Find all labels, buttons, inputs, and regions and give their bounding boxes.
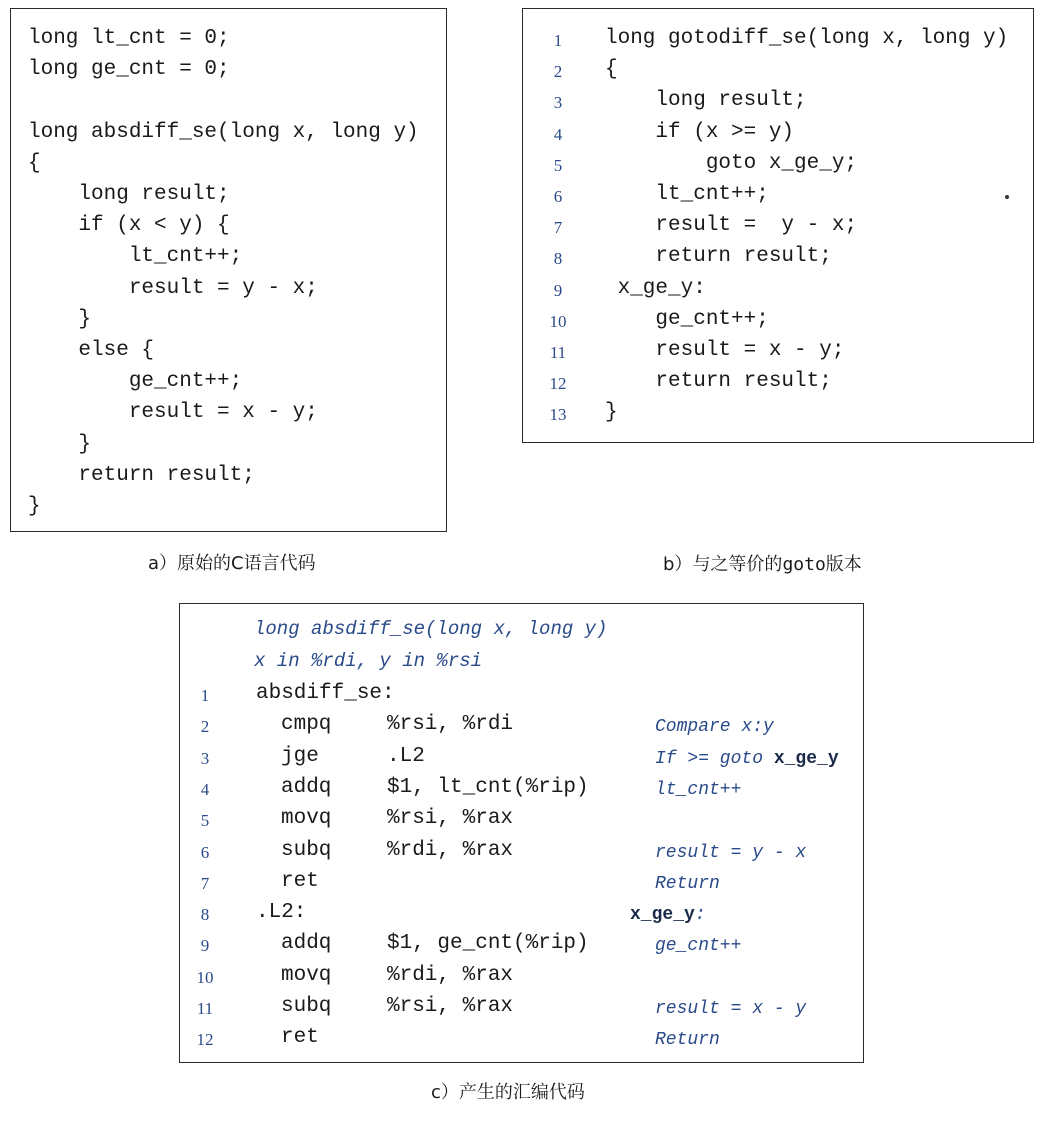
goto-code-line: lt_cnt++; (605, 183, 769, 206)
stray-dot (1005, 195, 1009, 199)
line-number: 13 (549, 405, 567, 425)
asm-mnemonic: movq (281, 963, 332, 987)
asm-operands: $1, ge_cnt(%rip) (387, 932, 589, 956)
line-number: 12 (549, 374, 567, 394)
line-number: 3 (553, 93, 563, 113)
goto-code-line: { (605, 58, 618, 82)
line-number: 1 (200, 686, 210, 705)
line-number: 8 (200, 905, 210, 925)
asm-mnemonic: subq (281, 995, 332, 1018)
asm-mnemonic: subq (281, 838, 332, 862)
goto-code-line: result = x - y; (605, 339, 845, 362)
goto-code-line: ge_cnt++; (605, 307, 769, 331)
line-number: 8 (553, 249, 563, 269)
asm-comment-text: Return (655, 873, 720, 894)
goto-code-line: } (605, 401, 618, 425)
line-number: 5 (553, 155, 563, 175)
asm-comment-text: lt_cnt++ (655, 779, 742, 800)
line-number: 10 (196, 967, 214, 987)
asm-operands: %rsi, %rdi (387, 713, 514, 737)
c-code-line: { (28, 151, 41, 175)
line-number: 3 (200, 748, 210, 768)
line-number: 2 (200, 717, 210, 737)
asm-comment-tail: : (694, 905, 706, 926)
goto-code-line: long gotodiff_se(long x, long y) (605, 27, 1009, 50)
line-number: 9 (553, 280, 563, 300)
line-number: 11 (196, 999, 214, 1018)
caption-b-prefix: b） (663, 554, 693, 575)
asm-mnemonic: addq (281, 932, 332, 956)
asm-label: absdiff_se: (256, 682, 395, 705)
goto-code-line: goto x_ge_y; (605, 151, 858, 175)
asm-comment (655, 1025, 720, 1056)
c-code-line: result = y - x; (28, 276, 318, 300)
c-code-line: long lt_cnt = 0; (28, 27, 230, 50)
c-code-line: result = x - y; (28, 401, 318, 425)
asm-comment (655, 838, 806, 869)
asm-comment-text: Compare x:y (655, 717, 774, 738)
asm-comment-label: x_ge_y (630, 905, 695, 926)
line-number: 6 (553, 187, 563, 206)
asm-comment (630, 900, 706, 931)
line-number: 12 (196, 1030, 214, 1050)
caption-c (431, 1078, 585, 1104)
caption-b-mono: goto (782, 554, 826, 575)
asm-comment-label: x_ge_y (773, 748, 839, 769)
asm-comment (655, 931, 741, 962)
c-code-line: long result; (28, 183, 230, 206)
panel-a-box (10, 8, 447, 532)
asm-header-signature: long absdiff_se(long x, long y) (254, 618, 608, 640)
caption-a (148, 549, 316, 575)
panel-c-box (179, 603, 864, 1063)
c-code-line: else { (28, 339, 155, 362)
goto-code-line: if (x >= y) (605, 120, 795, 144)
asm-comment (655, 712, 774, 743)
c-code-line: return result; (28, 463, 255, 487)
line-number: 1 (553, 31, 563, 50)
asm-comment-text: Return (655, 1030, 720, 1051)
line-number: 11 (549, 343, 567, 362)
asm-operands: %rdi, %rax (387, 838, 514, 862)
line-number: 5 (200, 811, 210, 831)
line-number: 4 (553, 124, 563, 144)
line-number: 2 (553, 62, 563, 82)
goto-code-line: return result; (605, 245, 832, 269)
line-number: 6 (200, 842, 210, 862)
asm-operands: %rdi, %rax (387, 963, 514, 987)
line-number: 7 (200, 873, 210, 893)
c-code-line: } (28, 432, 92, 456)
asm-comment-text: result = y - x (655, 842, 807, 863)
asm-mnemonic: jge (281, 744, 319, 768)
caption-b (663, 550, 862, 576)
asm-header-registers: x in %rdi, y in %rsi (254, 650, 483, 672)
asm-label: .L2: (256, 901, 307, 925)
caption-b-text: 与之等价的 (692, 554, 783, 575)
asm-operands: %rsi, %rax (387, 807, 514, 831)
asm-operands: %rsi, %rax (387, 995, 514, 1018)
c-code-line: if (x < y) { (28, 214, 230, 238)
line-number: 10 (549, 311, 567, 331)
c-code-line: ge_cnt++; (28, 370, 243, 394)
line-number: 4 (200, 779, 210, 799)
c-code-line: long ge_cnt = 0; (28, 58, 230, 82)
caption-b-suffix: 版本 (825, 554, 862, 575)
goto-code-line: long result; (605, 89, 807, 113)
asm-comment-text: ge_cnt++ (655, 936, 742, 957)
asm-comment (655, 869, 720, 900)
asm-operands: .L2 (387, 744, 425, 768)
asm-mnemonic: addq (281, 775, 332, 799)
goto-code-line: result = y - x; (605, 214, 858, 238)
asm-mnemonic: ret (281, 1026, 319, 1050)
c-code-line: } (28, 307, 92, 331)
line-number: 9 (200, 936, 210, 956)
asm-mnemonic: cmpq (281, 713, 332, 737)
asm-comment-text: result = x - y (655, 999, 807, 1019)
asm-mnemonic: movq (281, 807, 332, 831)
c-code-line: long absdiff_se(long x, long y) (28, 120, 419, 144)
asm-mnemonic: ret (281, 869, 319, 893)
caption-c-text: 产生的汇编代码 (458, 1082, 585, 1103)
goto-code-line: x_ge_y: (605, 276, 706, 300)
caption-c-prefix: c） (431, 1082, 459, 1103)
caption-a-text: 原始的C语言代码 (177, 553, 316, 574)
asm-comment (655, 994, 806, 1025)
asm-comment (655, 775, 741, 806)
line-number: 7 (553, 218, 563, 238)
asm-comment-text: If >= goto (655, 748, 774, 769)
goto-code-line: return result; (605, 370, 832, 394)
c-code-line: } (28, 495, 41, 518)
asm-operands: $1, lt_cnt(%rip) (387, 775, 589, 799)
panel-b-box (522, 8, 1034, 443)
caption-a-prefix: a） (148, 553, 178, 574)
asm-comment (655, 744, 839, 775)
c-code-line: lt_cnt++; (28, 245, 243, 269)
